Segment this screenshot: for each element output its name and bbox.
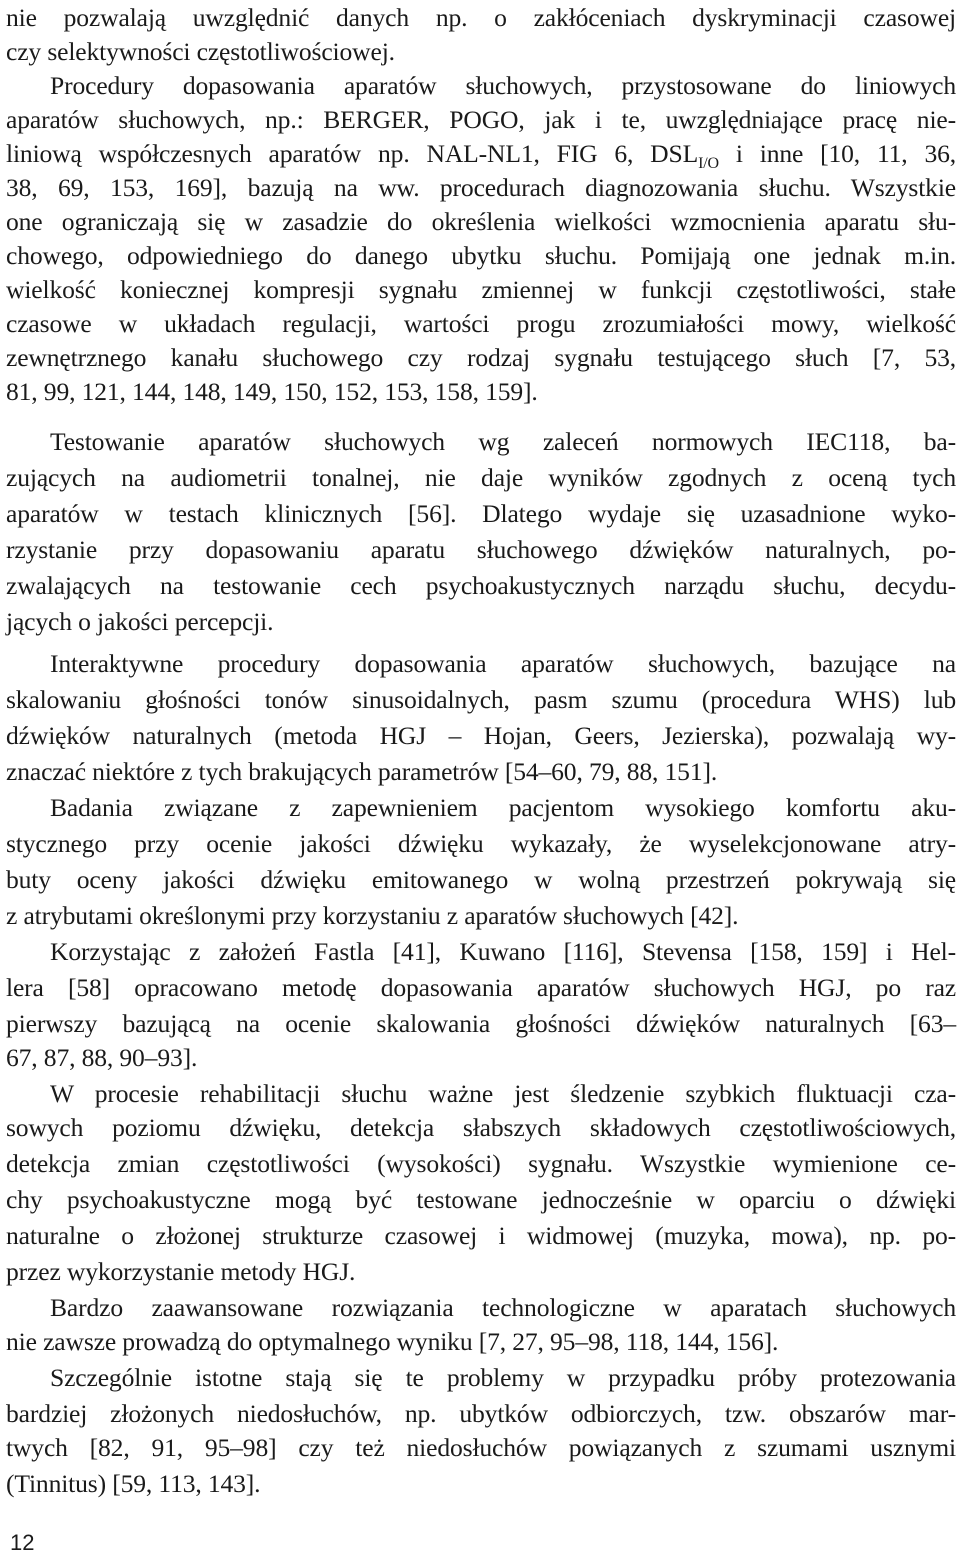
text-line: aparatów w testach klinicznych [56]. Dlatego wydaje się uzasadnione wyko- xyxy=(6,499,956,528)
text-span: i inne [10, 11, 36, xyxy=(718,139,956,168)
page-number: 12 xyxy=(10,1530,35,1555)
text-line: z atrybutami określonymi przy korzystaniu z aparatów słuchowych [42]. xyxy=(6,901,739,930)
text-span: liniową współczesnych aparatów np. NAL-NL1, FIG 6, DSL xyxy=(6,139,699,168)
text-line: 81, 99, 121, 144, 148, 149, 150, 152, 153, 158, 159]. xyxy=(6,377,538,406)
text-line: jących o jakości percepcji. xyxy=(6,607,274,636)
text-line: wielkość koniecznej kompresji sygnału zmiennej w funkcji częstotliwości, stałe xyxy=(6,275,956,304)
text-line: 67, 87, 88, 90–93]. xyxy=(6,1043,198,1072)
text-line: zujących na audiometrii tonalnej, nie daje wyników zgodnych z oceną tych xyxy=(6,463,956,492)
paragraph-start-line: W procesie rehabilitacji słuchu ważne jest śledzenie szybkich fluktuacji cza- xyxy=(50,1079,956,1108)
text-line: rzystanie przy dopasowaniu aparatu słuchowego dźwięków naturalnych, po- xyxy=(6,535,956,564)
paragraph-start-line: Testowanie aparatów słuchowych wg zaleceń normowych IEC118, ba- xyxy=(50,427,956,456)
text-line: nie pozwalają uwzględnić danych np. o zakłóceniach dyskryminacji czasowej xyxy=(6,3,956,32)
text-line: sowych poziomu dźwięku, detekcja słabszych składowych częstotliwościowych, xyxy=(6,1113,956,1142)
text-line: buty oceny jakości dźwięku emitowanego w wolną przestrzeń pokrywają się xyxy=(6,865,956,894)
text-line: pierwszy bazującą na ocenie skalowania głośności dźwięków naturalnych [63– xyxy=(6,1009,956,1038)
text-line: chowego, odpowiedniego do danego ubytku słuchu. Pomijają one jednak m.in. xyxy=(6,241,956,270)
text-line: aparatów słuchowych, np.: BERGER, POGO, jak i te, uwzględniające pracę nie- xyxy=(6,105,956,134)
paragraph-start-line: Szczególnie istotne stają się te problemy w przypadku próby protezowania xyxy=(50,1363,956,1392)
text-line: dźwięków naturalnych (metoda HGJ – Hojan, Geers, Jezierska), pozwalają wy- xyxy=(6,721,956,750)
subscript-io: I/O xyxy=(698,155,719,172)
text-line: znaczać niektóre z tych brakujących parametrów [54–60, 79, 88, 151]. xyxy=(6,757,718,786)
paragraph-start-line: Bardzo zaawansowane rozwiązania technologiczne w aparatach słuchowych xyxy=(50,1293,956,1322)
paragraph-start-line: Badania związane z zapewnieniem pacjentom wysokiego komfortu aku- xyxy=(50,793,956,822)
text-line: skalowaniu głośności tonów sinusoidalnych, pasm szumu (procedura WHS) lub xyxy=(6,685,956,714)
text-line: zwalających na testowanie cech psychoakustycznych narządu słuchu, decydu- xyxy=(6,571,956,600)
text-line: czy selektywności częstotliwościowej. xyxy=(6,37,395,66)
paragraph-start-line: Interaktywne procedury dopasowania aparatów słuchowych, bazujące na xyxy=(50,649,956,678)
text-line: 38, 69, 153, 169], bazują na ww. procedurach diagnozowania słuchu. Wszystkie xyxy=(6,173,956,202)
text-line: bardziej złożonych niedosłuchów, np. ubytków odbiorczych, tzw. obszarów mar- xyxy=(6,1399,956,1428)
paragraph-start-line: Procedury dopasowania aparatów słuchowych, przystosowane do liniowych xyxy=(50,71,956,100)
text-line: one ograniczają się w zasadzie do określenia wielkości wzmocnienia aparatu słu- xyxy=(6,207,956,236)
text-line: chy psychoakustyczne mogą być testowane jednocześnie w oparciu o dźwięki xyxy=(6,1185,956,1214)
text-line: zewnętrznego kanału słuchowego czy rodzaj sygnału testującego słuch [7, 53, xyxy=(6,343,956,372)
text-line: czasowe w układach regulacji, wartości progu zrozumiałości mowy, wielkość xyxy=(6,309,956,338)
text-line: (Tinnitus) [59, 113, 143]. xyxy=(6,1469,261,1498)
text-line: stycznego przy ocenie jakości dźwięku wykazały, że wyselekcjonowane atry- xyxy=(6,829,956,858)
text-line: naturalne o złożonej strukturze czasowej i widmowej (muzyka, mowa), np. po- xyxy=(6,1221,956,1250)
paragraph-start-line: Korzystając z założeń Fastla [41], Kuwano [116], Stevensa [158, 159] i Hel- xyxy=(50,937,956,966)
text-line: nie zawsze prowadzą do optymalnego wyniku [7, 27, 95–98, 118, 144, 156]. xyxy=(6,1327,779,1356)
text-line: przez wykorzystanie metody HGJ. xyxy=(6,1257,356,1286)
text-line: twych [82, 91, 95–98] czy też niedosłuchów powiązanych z szumami usznymi xyxy=(6,1433,956,1462)
text-line: lera [58] opracowano metodę dopasowania aparatów słuchowych HGJ, po raz xyxy=(6,973,956,1002)
text-line: detekcja zmian częstotliwości (wysokości) sygnału. Wszystkie wymienione ce- xyxy=(6,1149,956,1178)
text-line xyxy=(6,136,956,172)
